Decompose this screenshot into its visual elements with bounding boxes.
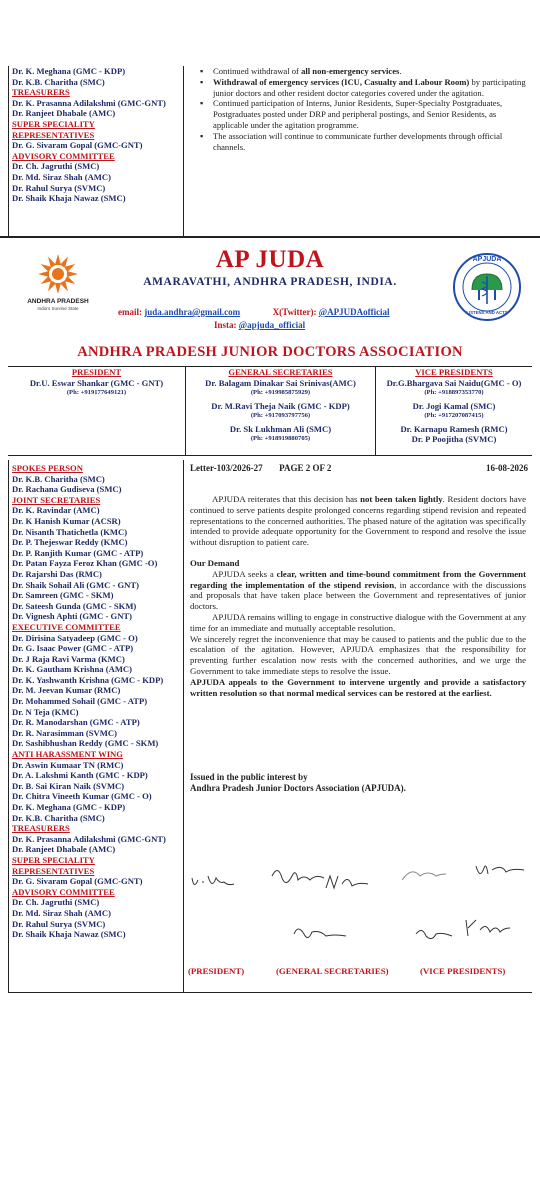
paragraph-4: We sincerely regret the inconvenience that may be caused to patients and the public due to the escalation of the agitation. However, APJUDA emphasizes that the responsibility for preventing further escalation now rests with the concerned authorities, and we urge the Government to take immediate steps to resolve the issue.	[190, 633, 526, 676]
committee-member-name: Dr. Samreen (GMC - SKM)	[12, 590, 114, 601]
committee-member-name: Dr. Sateesh Gunda (GMC - SKM)	[12, 600, 137, 611]
top-section-heading: TREASURERS	[12, 87, 70, 98]
top-left-member-list	[8, 66, 184, 238]
andhra-pradesh-logo-text: ANDHRA PRADESH	[27, 298, 89, 305]
twitter-label: X(Twitter):	[272, 307, 317, 317]
top-section-heading: REPRESENTATIVES	[12, 129, 95, 140]
signature-vice-president-3	[412, 922, 456, 946]
committee-member-name: Dr. Ch. Jagruthi (SMC)	[12, 897, 100, 908]
committee-member-name: Dr. K Hanish Kumar (ACSR)	[12, 515, 121, 526]
committee-section-heading: SUPER SPECIALITY	[12, 854, 95, 865]
vice_presidents-officer-phone: (Ph: +918897353770)	[424, 389, 484, 396]
general-secretaries-column	[186, 367, 376, 455]
top-member-name: Dr. Rahul Surya (SVMC)	[12, 182, 106, 193]
issued-line-2: Andhra Pradesh Junior Doctors Association (APJUDA).	[190, 783, 406, 793]
top-bullet-item	[197, 77, 529, 99]
committee-member-name: Dr. Nisanth Thatichetla (KMC)	[12, 526, 128, 537]
committee-member-name: Dr. K. Ravindar (AMC)	[12, 505, 100, 516]
top-member-name: Dr. K. Prasanna Adilakshmi (GMC-GNT)	[12, 97, 166, 108]
page-indicator: PAGE 2 OF 2	[279, 463, 332, 473]
committee-section-heading: EXECUTIVE COMMITTEE	[12, 621, 121, 632]
vice_presidents-officer-name: Dr. P Poojitha (SVMC)	[411, 434, 497, 444]
committee-member-name: Dr. N Teja (KMC)	[12, 706, 79, 717]
paragraph-1	[190, 494, 526, 548]
bullet-text: Continued participation of Interns, Junior Residents, Super-Specialty Postgraduates, Postgraduates posted under DRP and peripheral postings, and Senior Residents, as applicable under the agitation programme.	[213, 98, 503, 130]
committee-member-name: Dr. K. Gautham Krishna (AMC)	[12, 664, 132, 675]
committee-member-name: Dr. Rachana Gudiseva (SMC)	[12, 484, 122, 495]
signature-vice-president-1	[398, 862, 448, 888]
general_secretaries-officer-phone: (Ph: +919985875929)	[250, 389, 311, 396]
insta-label: Insta:	[214, 320, 237, 330]
office-bearers-table	[8, 366, 532, 456]
committee-member-name: Dr. G. Isaac Power (GMC - ATP)	[12, 643, 134, 654]
paragraph-3: APJUDA remains willing to engage in constructive dialogue with the Government at any time for an immediate and mutually acceptable resolution.	[190, 611, 526, 633]
vice_presidents-officer-name: Dr. Karnapu Ramesh (RMC)	[400, 423, 508, 434]
president-column	[8, 367, 186, 455]
president-heading: PRESIDENT	[71, 367, 122, 377]
paragraph-5: APJUDA appeals to the Government to intervene urgently and provide a satisfactory written resolution so that normal medical services can be restored at the earliest.	[190, 676, 526, 698]
page-bottom-rule	[8, 992, 532, 993]
twitter-link[interactable]: @APJUDAofficial	[318, 307, 390, 317]
president-officer-phone: (Ph: +919177649121)	[66, 389, 127, 396]
committee-member-name: Dr. Vignesh Aphti (GMC - GNT)	[12, 611, 133, 622]
bullet-text-tail: .	[399, 66, 402, 76]
top-member-name: Dr. G. Sivaram Gopal (GMC-GNT)	[12, 140, 143, 151]
bullet-text-tail: by participating junior doctors and other resident doctor categories covered under the agitation.	[213, 76, 526, 98]
role-president: (PRESIDENT)	[188, 966, 245, 976]
insta-link[interactable]: @apjuda_official	[238, 320, 306, 330]
contact-line-1	[118, 307, 390, 317]
role-general-secretaries: (GENERAL SECRETARIES)	[276, 966, 389, 976]
apjuda-logo-bottom-text: LISTENS AND ACTS	[466, 310, 508, 315]
committee-section-heading: ADVISORY COMMITTEE	[12, 886, 115, 897]
committee-member-name: Dr. K.B. Charitha (SMC)	[12, 473, 105, 484]
signature-general-secretary-1	[268, 858, 328, 896]
top-bullet-item	[197, 98, 529, 130]
committee-member-name: Dr. B. Sai Kiran Naik (SVMC)	[12, 780, 125, 791]
committee-member-name: Dr. A. Lakshmi Kanth (GMC - KDP)	[12, 770, 148, 781]
demand-heading: Our Demand	[190, 557, 240, 568]
top-member-name: Dr. Ch. Jagruthi (SMC)	[12, 161, 100, 172]
committee-member-name: Dr. Patan Fayza Feroz Khan (GMC -O)	[12, 558, 158, 569]
committee-member-name: Dr. Aswin Kumaar TN (RMC)	[12, 759, 124, 770]
org-title: AP JUDA	[215, 246, 325, 273]
andhra-pradesh-logo-tagline: India's Sunrise State	[37, 306, 79, 311]
issued-line-1: Issued in the public interest by	[190, 772, 308, 782]
paragraph-1-text-c: . Resident doctors have continued to serve patients despite prolonged concerns regarding stipend revision and repeated representations to the concerned authorities. The phased nature of the agitation was specifically intended to provide adequate opportunity for the Government to respond and resolve the issue without disruption to patient care.	[190, 494, 526, 548]
vice_presidents-officer-phone: (Ph: +917207087415)	[424, 412, 484, 419]
association-name: ANDHRA PRADESH JUNIOR DOCTORS ASSOCIATION	[77, 344, 463, 360]
committee-member-name: Dr. R. Narasimman (SVMC)	[12, 727, 117, 738]
signature-vice-president-2	[472, 856, 528, 888]
general_secretaries-officer-name: Dr. M.Ravi Theja Naik (GMC - KDP)	[211, 400, 350, 411]
committee-member-name: Dr. Rajarshi Das (RMC)	[12, 568, 102, 579]
committee-section-heading: SPOKES PERSON	[12, 463, 83, 473]
committee-section-heading: ANTI HARASSMENT WING	[12, 749, 123, 760]
committee-member-name: Dr. P. Ranjith Kumar (GMC - ATP)	[12, 547, 144, 558]
committee-member-name: Dr. K. Yashwanth Krishna (GMC - KDP)	[12, 674, 164, 685]
paragraph-2	[190, 569, 526, 612]
top-member-name: Dr. K. Meghana (GMC - KDP)	[12, 66, 126, 76]
committee-member-name: Dr. Ranjeet Dhabale (AMC)	[12, 844, 116, 855]
paragraph-1-text-a: APJUDA reiterates that this decision has	[212, 494, 361, 504]
bullet-bold-text: all non-emergency services	[301, 66, 400, 76]
general_secretaries-officer-name: Dr. Balagam Dinakar Sai Srinivas(AMC)	[205, 377, 356, 388]
committee-member-name: Dr. Mohammed Sohail (GMC - ATP)	[12, 696, 148, 707]
committee-member-name: Dr. Rahul Surya (SVMC)	[12, 918, 106, 929]
committee-member-name: Dr. J Raja Ravi Varma (KMC)	[12, 653, 125, 664]
paragraph-1-bold: not been taken lightly	[360, 494, 443, 504]
bullet-text: Continued withdrawal of	[213, 66, 302, 76]
general_secretaries-officer-name: Dr. Sk Lukhman Ali (SMC)	[229, 423, 332, 434]
issued-by-block	[190, 772, 406, 794]
top-member-name: Dr. Md. Siraz Shah (AMC)	[12, 171, 111, 182]
signature-president	[190, 868, 240, 898]
committee-member-name: Dr. R. Manodarshan (GMC - ATP)	[12, 717, 140, 728]
committee-member-name: Dr. P. Thejeswar Reddy (KMC)	[12, 537, 128, 548]
top-member-name: Dr. Shaik Khaja Nawaz (SMC)	[12, 193, 126, 204]
org-address: AMARAVATHI, ANDHRA PRADESH, INDIA.	[143, 276, 397, 288]
letter-reference-line	[190, 463, 528, 473]
email-link[interactable]: juda.andhra@gmail.com	[144, 307, 241, 317]
committee-member-name: Dr. Shaik Khaja Nawaz (SMC)	[12, 929, 126, 940]
committee-member-name: Dr. Md. Siraz Shah (AMC)	[12, 907, 111, 918]
committee-member-name: Dr. K. Prasanna Adilakshmi (GMC-GNT)	[12, 833, 166, 844]
vice_presidents-officer-name: Dr. Jogi Kamal (SMC)	[412, 400, 496, 411]
signature-vice-president-4	[462, 914, 512, 942]
vice_presidents-officer-name: Dr.G.Bhargava Sai Naidu(GMC - O)	[386, 377, 522, 388]
top-section-heading: ADVISORY COMMITTEE	[12, 150, 115, 161]
general-secretaries-heading: GENERAL SECRETARIES	[228, 367, 333, 377]
vice-presidents-column	[376, 367, 532, 455]
signature-general-secretary-2	[324, 870, 372, 894]
committee-member-name: Dr. M. Jeevan Kumar (RMC)	[12, 685, 121, 696]
bullet-text: The association will continue to communicate further developments through official channels.	[213, 130, 503, 152]
paragraph-2-bold: clear, written and time-bound commitment from the Government regarding the implementation of the stipend revision	[190, 568, 526, 590]
top-bullet-item	[197, 66, 529, 77]
role-vice-presidents: (VICE PRESIDENTS)	[420, 966, 506, 976]
paragraph-2-text-c: , in accordance with the discussions and proposals that have taken place between the Government and representatives of junior doctors.	[190, 579, 526, 612]
letter-body	[184, 460, 532, 992]
committee-member-name: Dr. Dirisina Satyadeep (GMC - O)	[12, 632, 138, 643]
top-member-name: Dr. K.B. Charitha (SMC)	[12, 76, 105, 87]
paragraph-2-text-a: APJUDA seeks a	[212, 568, 277, 579]
committee-section-heading: REPRESENTATIVES	[12, 865, 95, 876]
signature-general-secretary-3	[290, 920, 350, 946]
committee-member-name: Dr. K. Meghana (GMC - KDP)	[12, 802, 126, 812]
vice-presidents-heading: VICE PRESIDENTS	[415, 367, 493, 377]
general_secretaries-officer-phone: (Ph: +917093797756)	[250, 412, 311, 419]
previous-page-fragment	[0, 0, 540, 238]
top-section-heading: SUPER SPECIALITY	[12, 118, 95, 129]
top-bullet-item	[197, 131, 529, 153]
committee-member-name: Dr. K.B. Charitha (SMC)	[12, 812, 105, 823]
apjuda-logo-top-text: APJUDA	[472, 256, 502, 263]
general_secretaries-officer-phone: (Ph: +918919880705)	[250, 435, 311, 442]
signatures-area	[184, 848, 532, 958]
committee-section-heading: TREASURERS	[12, 823, 70, 834]
contact-line-2	[214, 320, 305, 330]
committee-member-name: Dr. Sashibhushan Reddy (GMC - SKM)	[12, 738, 159, 749]
apjuda-logo	[452, 252, 522, 322]
email-label: email:	[118, 307, 142, 317]
committee-member-name: Dr. Chitra Vineeth Kumar (GMC - O)	[12, 791, 152, 802]
committee-section-heading: JOINT SECRETARIES	[12, 494, 101, 505]
president-officer-name: Dr.U. Eswar Shankar (GMC - GNT)	[29, 377, 164, 388]
committee-member-list	[8, 460, 184, 992]
bullet-bold-text: Withdrawal of emergency services (ICU, Casualty and Labour Room)	[213, 76, 470, 87]
letter-text	[190, 494, 526, 698]
top-bullet-list	[197, 66, 529, 152]
committee-member-name: Dr. G. Sivaram Gopal (GMC-GNT)	[12, 876, 143, 887]
committee-member-name: Dr. Shaik Sohail Ali (GMC - GNT)	[12, 579, 139, 590]
letter-date: 16-08-2026	[486, 463, 528, 473]
letter-number: Letter-103/2026-27	[190, 463, 263, 473]
top-member-name: Dr. Ranjeet Dhabale (AMC)	[12, 108, 116, 119]
